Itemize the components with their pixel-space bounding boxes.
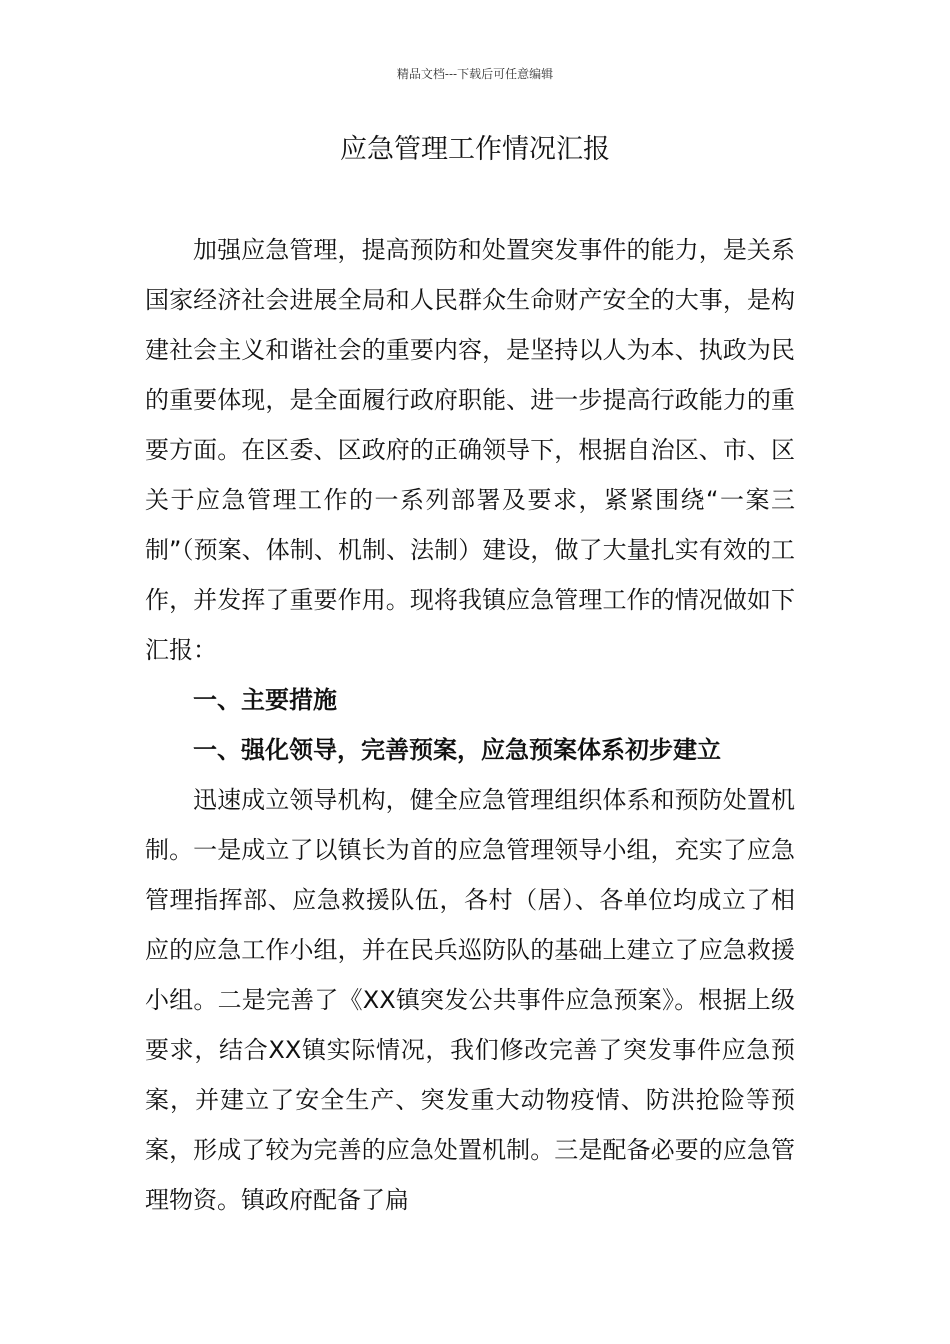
- subsection-heading: 一、强化领导，完善预案，应急预案体系初步建立: [193, 736, 721, 764]
- intro-paragraph: 加强应急管理，提高预防和处置突发事件的能力，是关系国家经济社会进展全局和人民群众生命财产安全的大事，是构建社会主义和谐社会的重要内容，是坚持以人为本、执政为民的重要体现，是全面履行政府职能、进一步提高行政能力的重要方面。在区委、区政府的正确领导下，根据自治区、市、区关于应急管理工作的一系列部署及要求，紧紧围绕“一案三制”（预案、体制、机制、法制）建设，做了大量扎实有效的工作，并发挥了重要作用。现将我镇应急管理工作的情况做如下汇报：: [145, 236, 795, 664]
- document-title: 应急管理工作情况汇报: [340, 134, 610, 165]
- page-header-note: 精品文档---下载后可任意编辑: [396, 67, 554, 81]
- document-body: [145, 225, 795, 1225]
- section-heading: 一、主要措施: [193, 686, 337, 714]
- body-paragraph: 迅速成立领导机构，健全应急管理组织体系和预防处置机制。一是成立了以镇长为首的应急管理领导小组，充实了应急管理指挥部、应急救援队伍，各村（居）、各单位均成立了相应的应急工作小组，并在民兵巡防队的基础上建立了应急救援小组。二是完善了《XX镇突发公共事件应急预案》。根据上级要求，结合XX镇实际情况，我们修改完善了突发事件应急预案，并建立了安全生产、突发重大动物疫情、防洪抢险等预案，形成了较为完善的应急处置机制。三是配备必要的应急管理物资。镇政府配备了扁: [145, 786, 795, 1214]
